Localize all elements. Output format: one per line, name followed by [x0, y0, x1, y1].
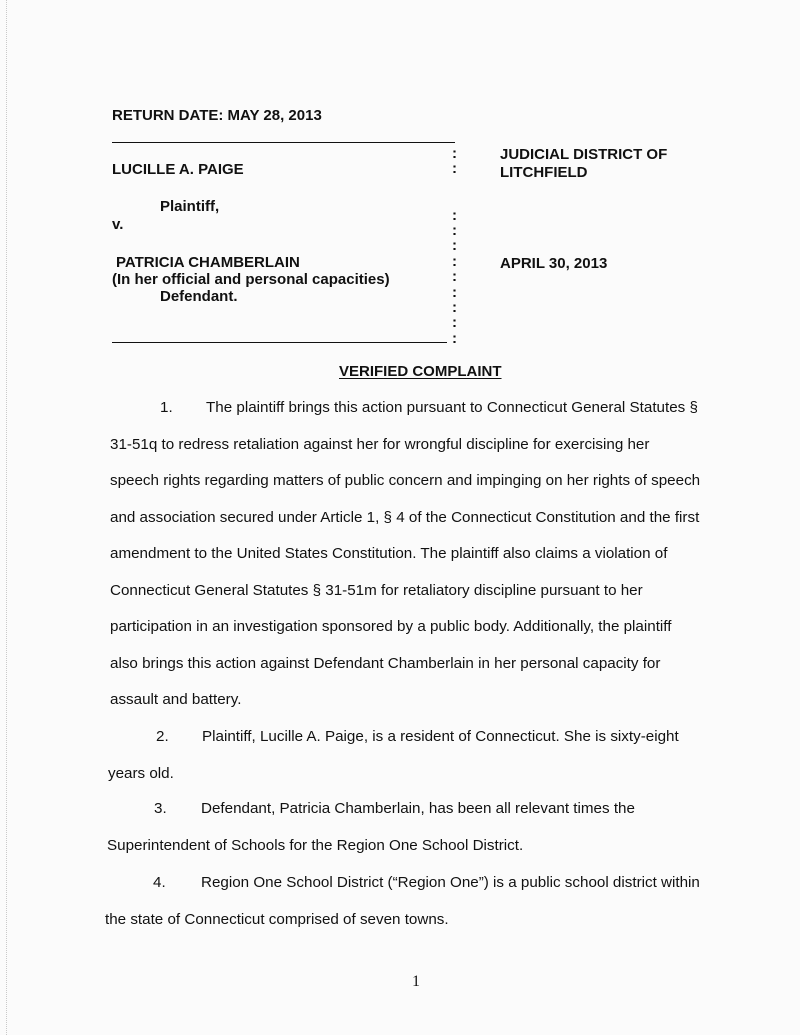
paragraph-line: 3. Defendant, Patricia Chamberlain, has been all relevant times the — [107, 791, 635, 828]
paragraph-line: Connecticut General Statutes § 31-51m for retaliatory discipline pursuant to her — [110, 581, 643, 599]
paragraph-line: participation in an investigation sponsored by a public body. Additionally, the plaintiff — [110, 618, 672, 635]
paragraph-number: 1. — [160, 399, 173, 416]
court-line-2: LITCHFIELD — [500, 164, 588, 181]
paragraph-line: assault and battery. — [110, 691, 242, 708]
plaintiff-role: Plaintiff, — [160, 198, 220, 215]
paragraph-line: the state of Connecticut comprised of seven towns. — [105, 910, 449, 928]
caption-colon-column: : : : : : : : : : : : — [452, 145, 457, 347]
paragraph-2 — [108, 719, 679, 792]
paragraph-line: 1. The plaintiff brings this action pursuant to Connecticut General Statutes § — [110, 390, 700, 427]
paragraph-number: 3. — [154, 800, 167, 817]
defendant-name: PATRICIA CHAMBERLAIN — [116, 254, 300, 271]
paragraph-3 — [107, 791, 635, 864]
page-number: 1 — [412, 973, 420, 990]
paragraph-number: 2. — [156, 728, 169, 745]
paragraph-line: speech rights regarding matters of public concern and impinging on her rights of speech — [110, 472, 701, 489]
paragraph-line: also brings this action against Defendant Chamberlain in her personal capacity for — [110, 654, 661, 672]
plaintiff-name: LUCILLE A. PAIGE — [112, 161, 244, 178]
filing-date: APRIL 30, 2013 — [500, 255, 608, 272]
paragraph-line: amendment to the United States Constitution. The plaintiff also claims a violation of — [110, 545, 668, 562]
paragraph-4 — [105, 865, 700, 938]
caption-bottom-rule — [112, 342, 447, 343]
paragraph-line: 2. Plaintiff, Lucille A. Paige, is a resident of Connecticut. She is sixty-eight — [108, 719, 679, 756]
paragraph-1 — [110, 390, 700, 719]
paragraph-number: 4. — [153, 874, 166, 891]
paragraph-line: years old. — [108, 764, 174, 782]
defendant-capacity: (In her official and personal capacities) — [112, 271, 390, 288]
return-date: RETURN DATE: MAY 28, 2013 — [112, 107, 322, 124]
scan-edge — [0, 0, 7, 1035]
paragraph-line: and association secured under Article 1, § 4 of the Connecticut Constitution and the first — [110, 508, 700, 526]
versus: v. — [112, 216, 124, 233]
defendant-role: Defendant. — [160, 288, 238, 305]
court-line-1: JUDICIAL DISTRICT OF — [500, 146, 668, 163]
paragraph-line: Superintendent of Schools for the Region One School District. — [107, 836, 524, 854]
caption-top-rule — [112, 142, 455, 143]
paragraph-line: 31-51q to redress retaliation against her for wrongful discipline for exercising her — [110, 435, 650, 453]
paragraph-line: 4. Region One School District (“Region One”) is a public school district within — [105, 865, 700, 902]
document-title: VERIFIED COMPLAINT — [339, 363, 502, 380]
